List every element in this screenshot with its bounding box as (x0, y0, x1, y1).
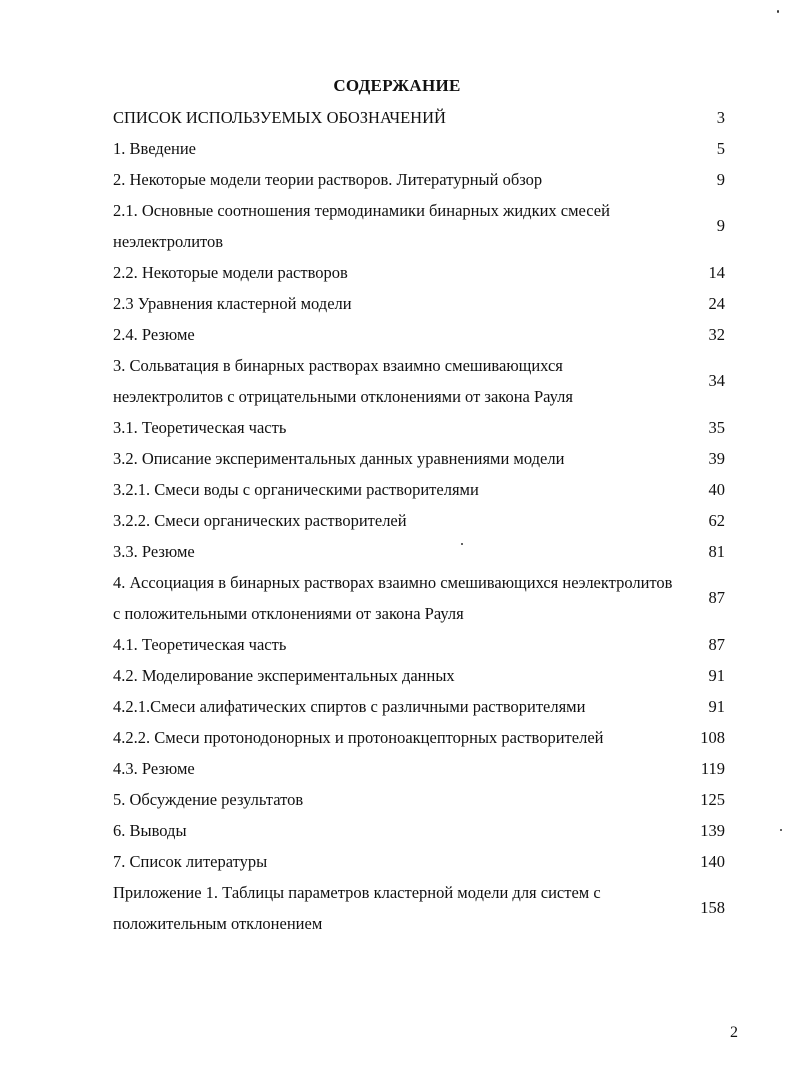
toc-entry (113, 567, 733, 629)
toc-entry-page: 91 (708, 697, 725, 716)
toc-entry-page: 91 (708, 666, 725, 685)
toc-entry-label: 6. Выводы (113, 821, 187, 840)
toc-entry-page: 119 (700, 759, 725, 778)
toc-entry-page: 62 (708, 511, 725, 530)
toc-entry (113, 257, 733, 288)
toc-entry-label: 4.2.2. Смеси протонодонорных и протоноакцепторных растворителей (113, 728, 604, 747)
toc-entry-page: 108 (700, 728, 725, 747)
toc-entry (113, 350, 733, 412)
toc-entry-page: 39 (708, 449, 725, 468)
toc-entry-page: 140 (700, 852, 725, 871)
scan-speck (461, 543, 463, 545)
table-of-contents (113, 102, 733, 939)
toc-entry-page: 9 (716, 216, 725, 235)
toc-entry-label: СПИСОК ИСПОЛЬЗУЕМЫХ ОБОЗНАЧЕНИЙ (113, 108, 446, 127)
toc-entry-page: 125 (700, 790, 725, 809)
toc-entry (113, 288, 733, 319)
toc-entry (113, 846, 733, 877)
toc-entry-page: 139 (700, 821, 725, 840)
toc-entry-label: Приложение 1. Таблицы параметров кластерной модели для систем с положительным отклонением (113, 883, 601, 933)
toc-entry-label: 3.3. Резюме (113, 542, 195, 561)
toc-entry (113, 691, 733, 722)
toc-entry (113, 877, 733, 939)
toc-entry-page: 24 (708, 294, 725, 313)
toc-entry (113, 195, 733, 257)
toc-entry-page: 87 (708, 635, 725, 654)
toc-entry (113, 536, 733, 567)
page-number: 2 (730, 1024, 738, 1041)
toc-entry-page: 40 (708, 480, 725, 499)
toc-entry-page: 14 (708, 263, 725, 282)
toc-entry (113, 784, 733, 815)
toc-entry-label: 3.2.2. Смеси органических растворителей (113, 511, 407, 530)
toc-entry-label: 2.4. Резюме (113, 325, 195, 344)
toc-entry-page: 87 (708, 588, 725, 607)
toc-entry-label: 5. Обсуждение результатов (113, 790, 304, 809)
toc-entry (113, 443, 733, 474)
toc-entry-label: 4.1. Теоретическая часть (113, 635, 287, 654)
toc-entry-label: 4.2.1.Смеси алифатических спиртов с различными растворителями (113, 697, 586, 716)
toc-entry-page: 5 (716, 139, 725, 158)
toc-entry-label: 3.2.1. Смеси воды с органическими растворителями (113, 480, 479, 499)
toc-entry (113, 660, 733, 691)
toc-entry-page: 9 (716, 170, 725, 189)
toc-entry-page: 158 (700, 898, 725, 917)
toc-entry-label: 4.2. Моделирование экспериментальных данных (113, 666, 455, 685)
toc-entry-label: 7. Список литературы (113, 852, 268, 871)
toc-entry (113, 164, 733, 195)
toc-entry-label: 3.1. Теоретическая часть (113, 418, 287, 437)
toc-entry (113, 319, 733, 350)
toc-entry-label: 2.1. Основные соотношения термодинамики бинарных жидких смесей неэлектролитов (113, 201, 610, 251)
scan-speck (780, 829, 782, 831)
toc-entry (113, 102, 733, 133)
toc-entry (113, 133, 733, 164)
toc-title: СОДЕРЖАНИЕ (333, 76, 461, 95)
toc-entry-label: 2.3 Уравнения кластерной модели (113, 294, 352, 313)
toc-entry-label: 4. Ассоциация в бинарных растворах взаимно смешивающихся неэлектролитов с положительными отклонениями от закона Рауля (113, 573, 673, 623)
toc-entry (113, 629, 733, 660)
toc-entry-page: 35 (708, 418, 725, 437)
toc-entry-page: 3 (716, 108, 725, 127)
toc-entry-label: 3.2. Описание экспериментальных данных уравнениями модели (113, 449, 565, 468)
toc-entry (113, 474, 733, 505)
toc-entry-label: 4.3. Резюме (113, 759, 195, 778)
toc-entry-page: 32 (708, 325, 725, 344)
toc-entry-label: 1. Введение (113, 139, 197, 158)
toc-entry (113, 815, 733, 846)
toc-entry (113, 505, 733, 536)
scan-speck (777, 10, 779, 13)
toc-entry-page: 81 (708, 542, 725, 561)
toc-entry (113, 412, 733, 443)
toc-entry-label: 2. Некоторые модели теории растворов. Литературный обзор (113, 170, 543, 189)
toc-entry (113, 722, 733, 753)
toc-entry-page: 34 (708, 371, 725, 390)
toc-entry-label: 2.2. Некоторые модели растворов (113, 263, 348, 282)
toc-entry (113, 753, 733, 784)
toc-entry-label: 3. Сольватация в бинарных растворах взаимно смешивающихся неэлектролитов с отрицательными отклонениями от закона Рауля (113, 356, 573, 406)
